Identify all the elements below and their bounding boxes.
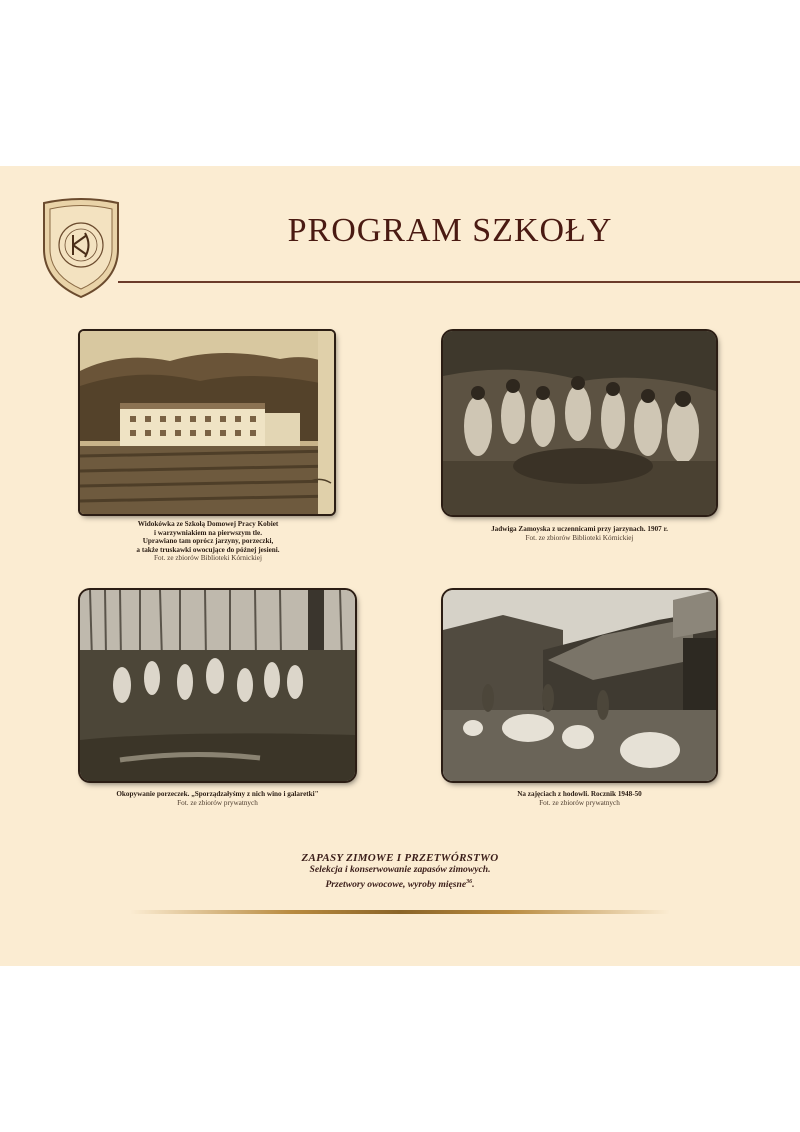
photo-currant-digging	[80, 590, 355, 781]
caption-line: Uprawiano tam oprócz jarzyny, porzeczki,	[142, 537, 274, 546]
footnote-marker: 36	[466, 879, 473, 885]
decorative-gold-divider	[130, 910, 670, 914]
caption-line: Jadwiga Zamoyska z uczennicami przy jarzynach. 1907 r.	[491, 525, 668, 533]
photo-caption	[443, 790, 716, 807]
photo-zamoyska-students	[443, 331, 716, 515]
page-title: PROGRAM SZKOŁY	[287, 212, 613, 249]
school-emblem-shield	[40, 197, 122, 299]
caption-line: Okopywanie porzeczek. „Sporządzałyśmy z nich wino i galaretki"	[116, 790, 319, 798]
caption-line: Widokówka ze Szkołą Domowej Pracy Kobiet	[137, 520, 279, 528]
photo-caption	[90, 520, 326, 563]
photo-credit: Fot. ze zbiorów prywatnych	[539, 798, 620, 807]
caption-line: a także truskawki owocujące do późnej jesieni.	[136, 545, 280, 554]
photo-caption	[80, 790, 355, 807]
photo-credit: Fot. ze zbiorów prywatnych	[177, 798, 258, 807]
footer-heading: ZAPASY ZIMOWE I PRZETWÓRSTWO	[301, 852, 499, 864]
footer-line-text: Przetwory owocowe, wyroby mięsne	[325, 879, 467, 891]
photo-caption	[443, 525, 716, 542]
footer-line: Selekcja i konserwowanie zapasów zimowych.	[309, 864, 491, 875]
footer-line-end: .	[472, 879, 475, 891]
footer-text-block	[200, 852, 600, 891]
caption-line: i warzywniakiem na pierwszym tle.	[154, 528, 262, 537]
title-divider	[118, 281, 800, 283]
photo-credit: Fot. ze zbiorów Biblioteki Kórnickiej	[154, 554, 262, 563]
photo-credit: Fot. ze zbiorów Biblioteki Kórnickiej	[525, 533, 634, 542]
footer-line	[200, 876, 600, 891]
caption-line: Na zajęciach z hodowli. Rocznik 1948-50	[517, 790, 642, 798]
photo-school-postcard	[80, 331, 334, 514]
photo-livestock-class	[443, 590, 716, 781]
